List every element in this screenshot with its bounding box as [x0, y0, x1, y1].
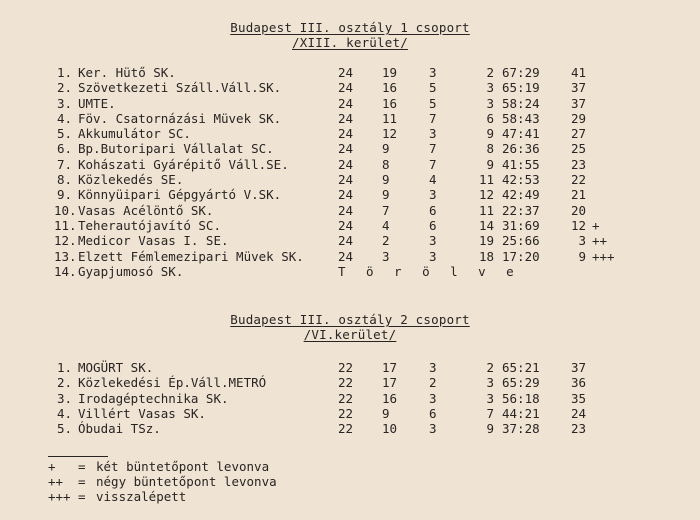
team-name-cell: Közlekedés SE. [78, 172, 184, 188]
wins-cell: 17 [382, 360, 398, 375]
played-cell: 24 [338, 233, 354, 249]
draws-cell: 3 [429, 421, 437, 437]
wins-cell: 11 [382, 110, 398, 126]
goals-cell: 47:41 [502, 126, 540, 142]
rank-cell: 13. [54, 248, 77, 264]
losses-cell: 7 [486, 405, 494, 421]
legend-item [48, 474, 277, 489]
group2-subtitle-text: /VI.kerület/ [303, 327, 397, 342]
wins-cell: 17 [382, 375, 398, 391]
legend-symbol: +++ [48, 489, 71, 504]
wins-cell: 4 [382, 217, 390, 233]
draws-cell: 3 [429, 248, 437, 264]
points-cell: 37 [570, 80, 586, 96]
rank-cell: 1. [56, 360, 72, 375]
team-name-cell: MOGÜRT SK. [78, 360, 154, 375]
wins-cell: 12 [382, 126, 398, 142]
draws-cell: 3 [429, 65, 437, 80]
losses-cell: 9 [486, 421, 494, 437]
rank-cell: 14. [54, 263, 77, 279]
goals-cell: 65:19 [502, 80, 540, 96]
team-name-cell: Akkumulátor SC. [78, 126, 191, 142]
group1-subtitle [0, 36, 700, 50]
losses-cell: 3 [486, 80, 494, 96]
points-cell: 36 [570, 375, 586, 391]
draws-cell: 6 [429, 405, 437, 421]
losses-cell: 3 [486, 95, 494, 111]
draws-cell: 6 [429, 217, 437, 233]
rank-cell: 2. [56, 80, 72, 96]
rank-cell: 7. [56, 156, 72, 172]
goals-cell: 58:24 [502, 95, 540, 111]
played-cell: 22 [338, 375, 354, 391]
rank-cell: 3. [56, 95, 72, 111]
rank-cell: 5. [56, 126, 72, 142]
losses-cell: 18 [478, 248, 494, 264]
team-name-cell: Ker. Hütő SK. [78, 65, 176, 80]
legend-symbol: + [48, 459, 56, 474]
played-cell: 22 [338, 360, 354, 375]
draws-cell: 3 [429, 126, 437, 142]
team-name-cell: Kohászati Gyárépitő Váll.SE. [78, 156, 289, 172]
rank-cell: 9. [56, 187, 72, 203]
team-name-cell: Villért Vasas SK. [78, 405, 206, 421]
team-name-cell: Közlekedési Ép.Váll.METRÓ [78, 375, 267, 391]
wins-cell: 16 [382, 80, 398, 96]
points-cell: 12 [570, 217, 586, 233]
rank-cell: 10. [54, 202, 77, 218]
legend-rule [48, 456, 108, 457]
played-cell: 24 [338, 187, 354, 203]
team-name-cell: Óbudai TSz. [78, 421, 161, 437]
points-cell: 29 [570, 110, 586, 126]
played-cell: 24 [338, 65, 354, 80]
points-cell: 9 [578, 248, 586, 264]
draws-cell: 5 [429, 95, 437, 111]
legend-symbol: ++ [48, 474, 64, 489]
draws-cell: 3 [429, 233, 437, 249]
points-cell: 27 [570, 126, 586, 142]
group1-title-text: Budapest III. osztály 1 csoport [230, 20, 470, 35]
draws-cell: 6 [429, 202, 437, 218]
points-cell: 21 [570, 187, 586, 203]
played-cell: 24 [338, 141, 354, 157]
wins-cell: 9 [382, 141, 390, 157]
losses-cell: 3 [486, 375, 494, 391]
wins-cell: 9 [382, 405, 390, 421]
points-cell: 24 [570, 405, 586, 421]
legend-item [48, 489, 187, 504]
losses-cell: 2 [486, 360, 494, 375]
team-name-cell: Vasas Acélöntő SK. [78, 202, 214, 218]
group1-title [0, 21, 700, 35]
wins-cell: 10 [382, 421, 398, 437]
legend-text: négy büntetőpont levonva [96, 474, 277, 489]
group2-title [0, 313, 700, 327]
wins-cell: 2 [382, 233, 390, 249]
goals-cell: 44:21 [502, 405, 540, 421]
legend-item [48, 459, 270, 474]
team-name-cell: Medicor Vasas I. SE. [78, 233, 229, 249]
losses-cell: 12 [478, 187, 494, 203]
draws-cell: 7 [429, 156, 437, 172]
draws-cell: 2 [429, 375, 437, 391]
points-cell: 3 [578, 233, 586, 249]
played-cell: 22 [338, 390, 354, 406]
goals-cell: 58:43 [502, 110, 540, 126]
goals-cell: 25:66 [502, 233, 540, 249]
draws-cell: 4 [429, 172, 437, 188]
goals-cell: 31:69 [502, 217, 540, 233]
team-name-cell: Gyapjumosó SK. [78, 263, 184, 279]
team-name-cell: Bp.Butoripari Vállalat SC. [78, 141, 274, 157]
goals-cell: 37:28 [502, 421, 540, 437]
points-cell: 35 [570, 390, 586, 406]
goals-cell: 26:36 [502, 141, 540, 157]
wins-cell: 16 [382, 390, 398, 406]
legend-text: két büntetőpont levonva [96, 459, 270, 474]
legend-equals: = [78, 459, 86, 474]
losses-cell: 11 [478, 172, 494, 188]
draws-cell: 3 [429, 390, 437, 406]
points-cell: 23 [570, 421, 586, 437]
losses-cell: 2 [486, 65, 494, 80]
group2-subtitle [0, 328, 700, 342]
goals-cell: 42:49 [502, 187, 540, 203]
points-cell: 37 [570, 360, 586, 375]
played-cell: 24 [338, 126, 354, 142]
team-name-cell: Teherautójavító SC. [78, 217, 221, 233]
losses-cell: 19 [478, 233, 494, 249]
legend-equals: = [78, 474, 86, 489]
goals-cell: 56:18 [502, 390, 540, 406]
wins-cell: 19 [382, 65, 398, 80]
losses-cell: 11 [478, 202, 494, 218]
deleted-note: Törölve [338, 263, 535, 279]
played-cell: 24 [338, 172, 354, 188]
played-cell: 24 [338, 202, 354, 218]
penalty-mark-cell: + [592, 217, 600, 233]
rank-cell: 4. [56, 405, 72, 421]
rank-cell: 3. [56, 390, 72, 406]
played-cell: 24 [338, 156, 354, 172]
rank-cell: 11. [54, 217, 77, 233]
goals-cell: 65:21 [502, 360, 540, 375]
team-name-cell: Könnyüipari Gépgyártó V.SK. [78, 187, 282, 203]
penalty-mark-cell: +++ [592, 248, 615, 264]
draws-cell: 5 [429, 80, 437, 96]
wins-cell: 9 [382, 172, 390, 188]
losses-cell: 6 [486, 110, 494, 126]
rank-cell: 1. [56, 65, 72, 80]
team-name-cell: Elzett Fémlemezipari Müvek SK. [78, 248, 304, 264]
rank-cell: 8. [56, 172, 72, 188]
draws-cell: 7 [429, 141, 437, 157]
rank-cell: 6. [56, 141, 72, 157]
goals-cell: 17:20 [502, 248, 540, 264]
team-name-cell: Szövetkezeti Száll.Váll.SK. [78, 80, 282, 96]
wins-cell: 3 [382, 248, 390, 264]
goals-cell: 22:37 [502, 202, 540, 218]
played-cell: 22 [338, 405, 354, 421]
points-cell: 25 [570, 141, 586, 157]
points-cell: 37 [570, 95, 586, 111]
wins-cell: 8 [382, 156, 390, 172]
points-cell: 22 [570, 172, 586, 188]
legend-equals: = [78, 489, 86, 504]
wins-cell: 9 [382, 187, 390, 203]
group1-subtitle-text: /XIII. kerület/ [292, 35, 408, 50]
group2-title-text: Budapest III. osztály 2 csoport [230, 312, 470, 327]
played-cell: 24 [338, 110, 354, 126]
legend-text: visszalépett [96, 489, 187, 504]
team-name-cell: Irodagéptechnika SK. [78, 390, 229, 406]
team-name-cell: UMTE. [78, 95, 116, 111]
goals-cell: 42:53 [502, 172, 540, 188]
losses-cell: 9 [486, 156, 494, 172]
rank-cell: 12. [54, 233, 77, 249]
penalty-mark-cell: ++ [592, 233, 608, 249]
points-cell: 20 [570, 202, 586, 218]
points-cell: 23 [570, 156, 586, 172]
draws-cell: 7 [429, 110, 437, 126]
goals-cell: 41:55 [502, 156, 540, 172]
rank-cell: 5. [56, 421, 72, 437]
played-cell: 24 [338, 248, 354, 264]
team-name-cell: Föv. Csatornázási Müvek SK. [78, 110, 282, 126]
losses-cell: 14 [478, 217, 494, 233]
losses-cell: 9 [486, 126, 494, 142]
played-cell: 24 [338, 95, 354, 111]
goals-cell: 67:29 [502, 65, 540, 80]
played-cell: 24 [338, 217, 354, 233]
wins-cell: 7 [382, 202, 390, 218]
wins-cell: 16 [382, 95, 398, 111]
losses-cell: 8 [486, 141, 494, 157]
draws-cell: 3 [429, 360, 437, 375]
goals-cell: 65:29 [502, 375, 540, 391]
draws-cell: 3 [429, 187, 437, 203]
points-cell: 41 [570, 65, 586, 80]
legend [48, 456, 277, 504]
played-cell: 24 [338, 80, 354, 96]
rank-cell: 2. [56, 375, 72, 391]
losses-cell: 3 [486, 390, 494, 406]
rank-cell: 4. [56, 110, 72, 126]
played-cell: 22 [338, 421, 354, 437]
